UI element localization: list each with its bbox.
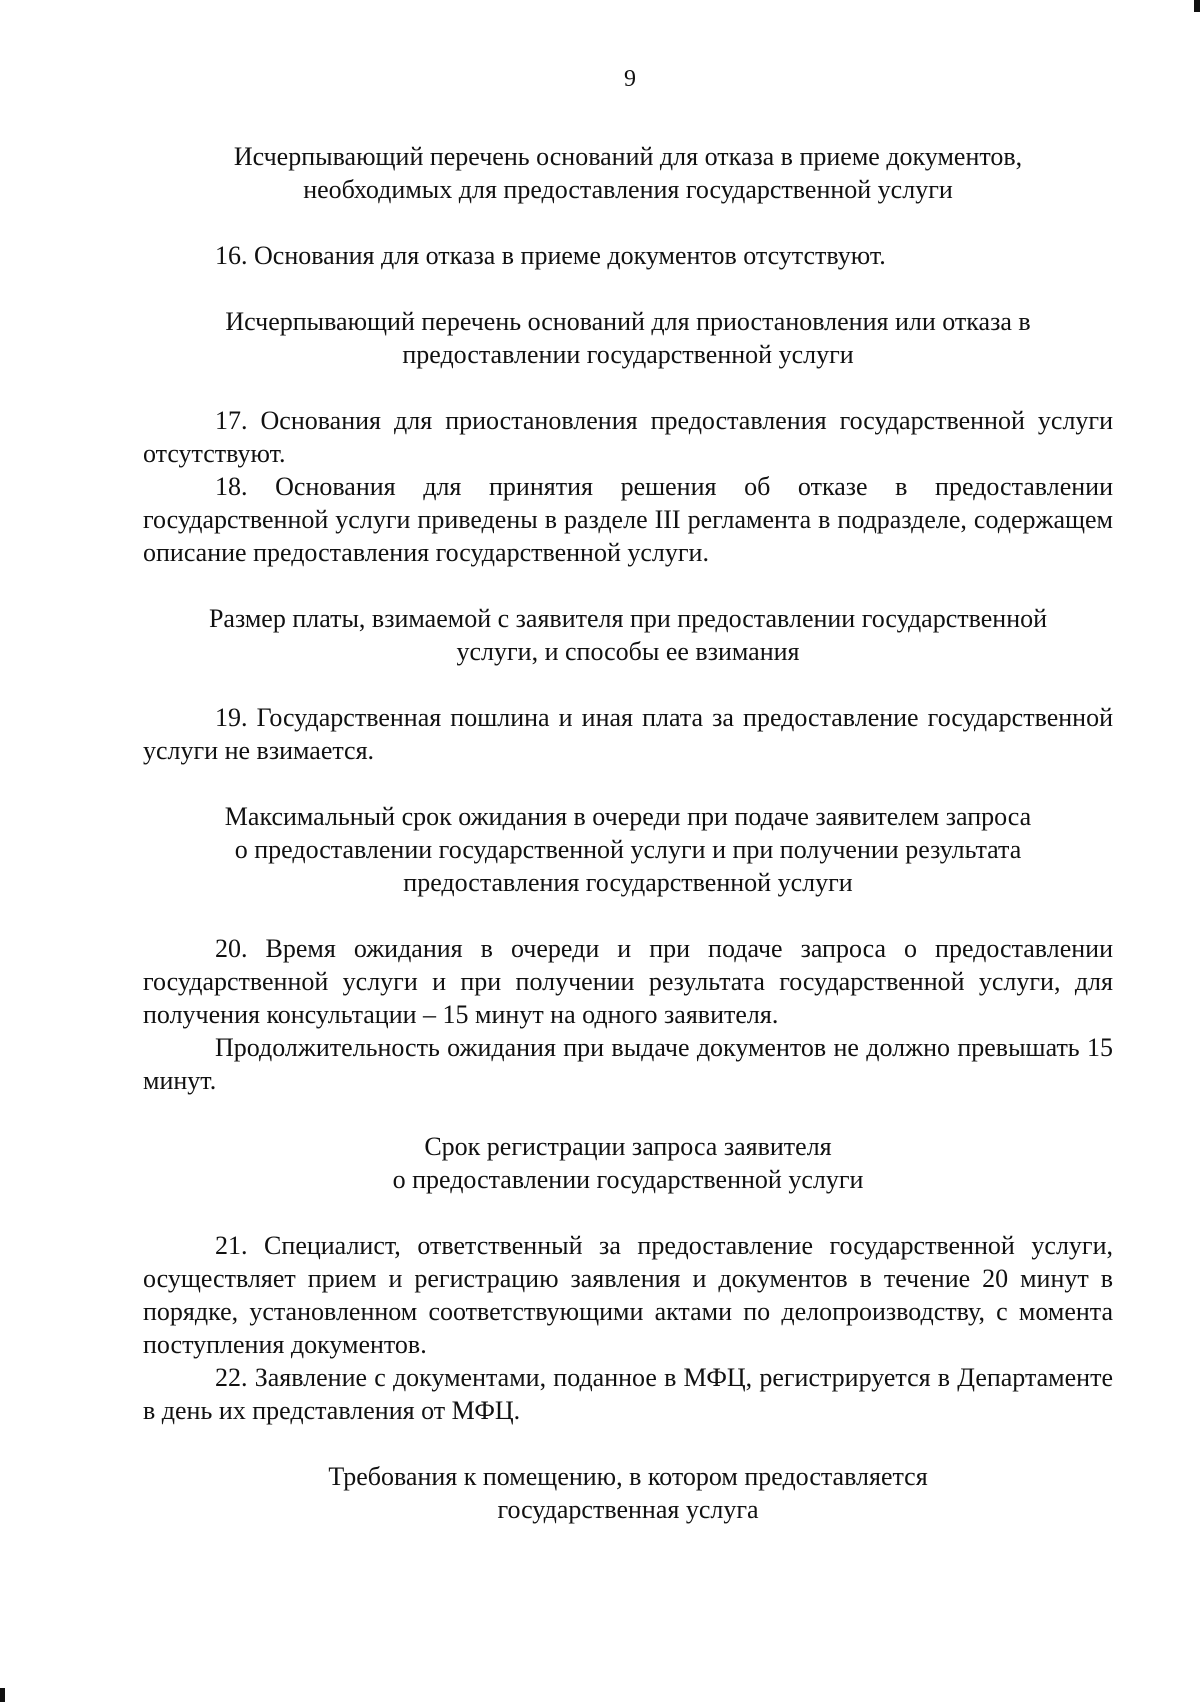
heading-line: Максимальный срок ожидания в очереди при подаче заявителем запроса [224,802,1032,831]
paragraph: 21. Специалист, ответственный за предоставление государственной услуги, осуществляет прием и регистрацию заявления и документов в течение 20 минут в порядке, установленном соответствующими актами по делопроизводству, с момента поступления документов. [143,1231,1113,1359]
paragraph: Продолжительность ожидания при выдаче документов не должно превышать 15 минут. [143,1033,1113,1095]
paragraph: 19. Государственная пошлина и иная плата за предоставление государственной услуги не взимается. [143,703,1113,765]
document-body [143,140,1113,1526]
heading-line: Срок регистрации запроса заявителя [424,1132,832,1161]
heading-line: государственная услуга [497,1495,759,1524]
heading-line: о предоставлении государственной услуги и при получении результата [234,835,1022,864]
scan-mark-top-right [1194,0,1200,12]
paragraph: 20. Время ожидания в очереди и при подаче запроса о предоставлении государственной услуги и при получении результата государственной услуги, для получения консультации – 15 минут на одного заявителя. [143,934,1113,1029]
section-heading [143,602,1113,668]
section-heading [143,140,1113,206]
heading-line: Исчерпывающий перечень оснований для приостановления или отказа в [225,307,1031,336]
heading-line: Требования к помещению, в котором предоставляется [328,1462,928,1491]
heading-line: Размер платы, взимаемой с заявителя при предоставлении государственной [208,604,1048,633]
heading-line: необходимых для предоставления государственной услуги [303,175,953,204]
page-number: 9 [624,66,636,92]
paragraph: 18. Основания для принятия решения об отказе в предоставлении государственной услуги приведены в разделе III регламента в подразделе, содержащем описание предоставления государственной услуги. [143,472,1113,567]
heading-line: предоставления государственной услуги [403,868,853,897]
section-heading [143,305,1113,371]
heading-line: услуги, и способы ее взимания [456,637,800,666]
heading-line: предоставлении государственной услуги [402,340,854,369]
paragraph: 17. Основания для приостановления предоставления государственной услуги отсутствуют. [143,406,1113,468]
section-heading [143,800,1113,899]
section-heading [143,1460,1113,1526]
heading-line: о предоставлении государственной услуги [392,1165,864,1194]
heading-line: Исчерпывающий перечень оснований для отказа в приеме документов, [233,142,1023,171]
paragraph: 16. Основания для отказа в приеме документов отсутствуют. [215,241,886,270]
section-heading [143,1130,1113,1196]
paragraph: 22. Заявление с документами, поданное в МФЦ, регистрируется в Департаменте в день их представления от МФЦ. [143,1363,1113,1425]
scan-mark-bottom-left [0,1688,5,1702]
